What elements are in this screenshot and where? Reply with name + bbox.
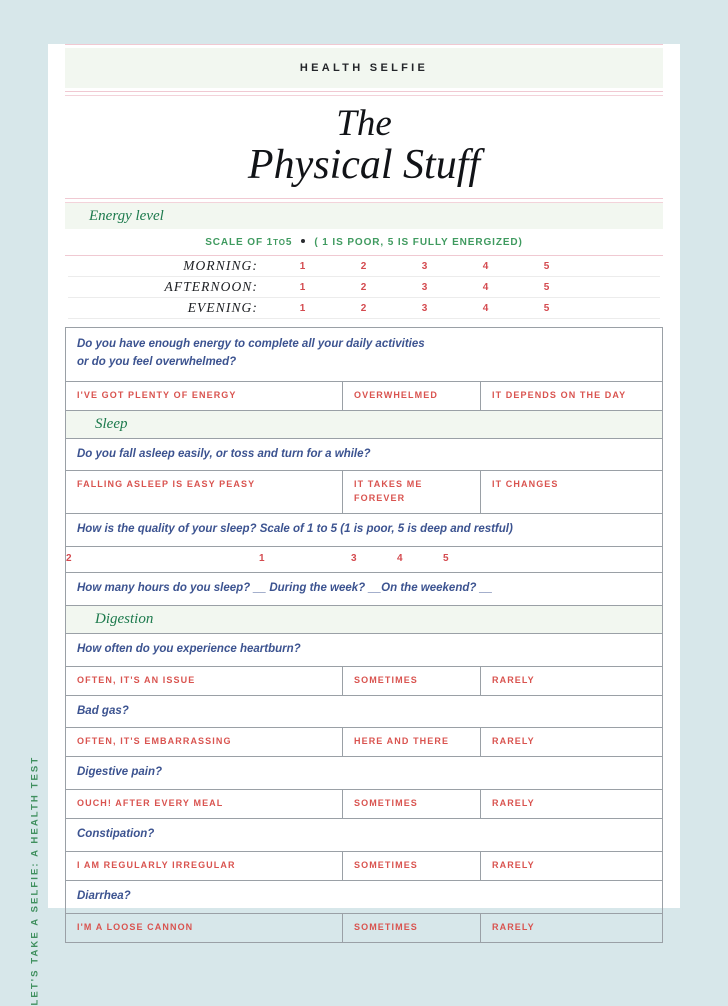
energy-row-label-evening: EVENING: xyxy=(187,300,258,315)
energy-section-label: Energy level xyxy=(89,207,164,224)
energy-morning-option-1[interactable]: 1 xyxy=(299,260,306,272)
digestion-question-heartburn-text: How often do you experience heartburn? xyxy=(77,642,301,655)
digestion-answer-diarrhea-row xyxy=(66,914,662,943)
masthead-band xyxy=(65,48,663,88)
digestion-question-pain-row xyxy=(66,757,662,790)
digestion-gas-option-1[interactable]: OFTEN, IT'S EMBARRASSING xyxy=(66,728,343,756)
energy-evening-option-2[interactable]: 2 xyxy=(360,302,367,314)
questionnaire-box xyxy=(65,327,663,943)
digestion-question-heartburn-row xyxy=(66,634,662,667)
energy-afternoon-option-3[interactable]: 3 xyxy=(421,281,428,293)
digestion-heartburn-option-2[interactable]: SOMETIMES xyxy=(343,667,481,695)
sleep-answer-1-row xyxy=(66,471,662,514)
digestion-diarrhea-option-2[interactable]: SOMETIMES xyxy=(343,914,481,942)
energy-scale-caption xyxy=(48,229,680,255)
digestion-constipation-option-2[interactable]: SOMETIMES xyxy=(343,852,481,880)
sleep-scale-row xyxy=(66,547,662,573)
sleep-section-band xyxy=(66,411,662,439)
energy-scale-suffix: 5 xyxy=(285,237,293,248)
sleep-scale-option-5[interactable]: 5 xyxy=(443,553,449,565)
energy-question-text xyxy=(66,328,662,381)
bullet-icon xyxy=(301,239,305,243)
sleep-scale-option-4[interactable]: 4 xyxy=(397,553,403,565)
digestion-question-constipation-text: Constipation? xyxy=(77,828,155,841)
digestion-section-label: Digestion xyxy=(95,610,154,627)
energy-row-spacer-evening xyxy=(577,298,660,319)
energy-section-band xyxy=(65,203,663,229)
digestion-answer-heartburn-row xyxy=(66,667,662,696)
worksheet-page xyxy=(48,44,680,932)
digestion-heartburn-option-3[interactable]: RARELY xyxy=(492,674,535,685)
energy-evening-option-3[interactable]: 3 xyxy=(421,302,428,314)
energy-scale-to: TO xyxy=(273,238,286,247)
energy-afternoon-option-2[interactable]: 2 xyxy=(360,281,367,293)
sleep-section-label: Sleep xyxy=(95,415,128,432)
digestion-question-gas-text: Bad gas? xyxy=(77,704,129,717)
energy-morning-option-3[interactable]: 3 xyxy=(421,260,428,272)
sleep-answer-option-1[interactable]: FALLING ASLEEP IS EASY PEASY xyxy=(66,471,343,513)
sleep-question-1-row xyxy=(66,439,662,472)
sleep-answer-option-3[interactable]: IT CHANGES xyxy=(492,479,559,490)
sleep-scale-option-3[interactable]: 3 xyxy=(351,553,357,565)
energy-morning-option-2[interactable]: 2 xyxy=(360,260,367,272)
table-row xyxy=(68,277,660,298)
digestion-question-constipation-row xyxy=(66,819,662,852)
masthead xyxy=(48,44,680,96)
energy-evening-option-1[interactable]: 1 xyxy=(299,302,306,314)
energy-answer-option-1[interactable]: I'VE GOT PLENTY OF ENERGY xyxy=(66,382,343,410)
energy-morning-option-4[interactable]: 4 xyxy=(482,260,489,272)
energy-answer-option-3[interactable]: IT DEPENDS ON THE DAY xyxy=(492,389,627,400)
digestion-question-gas-row xyxy=(66,696,662,729)
digestion-answer-gas-row xyxy=(66,728,662,757)
energy-answer-row xyxy=(66,382,662,411)
sleep-question-3-text: How many hours do you sleep? __ During the week? __On the weekend? __ xyxy=(77,582,493,595)
digestion-answer-pain-row xyxy=(66,790,662,819)
energy-question-line1: Do you have enough energy to complete all your daily activities xyxy=(77,338,425,350)
energy-afternoon-option-4[interactable]: 4 xyxy=(482,281,489,293)
digestion-heartburn-option-1[interactable]: OFTEN, IT'S AN ISSUE xyxy=(66,667,343,695)
energy-afternoon-option-1[interactable]: 1 xyxy=(299,281,306,293)
energy-row-label-afternoon: AFTERNOON: xyxy=(164,279,258,294)
digestion-question-pain-text: Digestive pain? xyxy=(77,766,162,779)
digestion-pain-option-1[interactable]: OUCH! AFTER EVERY MEAL xyxy=(66,790,343,818)
table-row xyxy=(68,256,660,277)
digestion-gas-option-3[interactable]: RARELY xyxy=(492,736,535,747)
digestion-diarrhea-option-1[interactable]: I'M A LOOSE CANNON xyxy=(66,914,343,942)
page-title-wrap xyxy=(48,96,680,203)
energy-rating-table xyxy=(68,256,660,319)
energy-scale-note: ( 1 IS POOR, 5 IS FULLY ENERGIZED) xyxy=(314,237,523,248)
sleep-scale-option-2[interactable]: 2 xyxy=(66,553,72,565)
side-caption xyxy=(0,0,48,1006)
digestion-constipation-option-1[interactable]: I AM REGULARLY IRREGULAR xyxy=(66,852,343,880)
energy-row-label-morning: MORNING: xyxy=(183,258,258,273)
sleep-question-2-row xyxy=(66,514,662,547)
digestion-diarrhea-option-3[interactable]: RARELY xyxy=(492,921,535,932)
energy-morning-option-5[interactable]: 5 xyxy=(543,260,550,272)
page-title-line1: The xyxy=(336,103,392,144)
energy-answer-option-2[interactable]: OVERWHELMED xyxy=(343,382,481,410)
digestion-pain-option-3[interactable]: RARELY xyxy=(492,798,535,809)
energy-row-spacer-morning xyxy=(577,256,660,277)
energy-afternoon-option-5[interactable]: 5 xyxy=(543,281,550,293)
digestion-pain-option-2[interactable]: SOMETIMES xyxy=(343,790,481,818)
energy-row-spacer-afternoon xyxy=(577,277,660,298)
digestion-question-diarrhea-row xyxy=(66,881,662,914)
sleep-question-1-text: Do you fall asleep easily, or toss and turn for a while? xyxy=(77,447,371,460)
energy-scale-prefix: SCALE OF 1 xyxy=(205,237,274,248)
digestion-answer-constipation-row xyxy=(66,852,662,881)
energy-evening-option-5[interactable]: 5 xyxy=(543,302,550,314)
sleep-question-3-row xyxy=(66,573,662,606)
energy-question-row xyxy=(66,328,662,382)
masthead-title: HEALTH SELFIE xyxy=(299,62,429,74)
table-row xyxy=(68,298,660,319)
page-title xyxy=(65,96,663,198)
sleep-question-2-text: How is the quality of your sleep? Scale of 1 to 5 (1 is poor, 5 is deep and restful) xyxy=(77,523,513,536)
digestion-question-diarrhea-text: Diarrhea? xyxy=(77,889,131,902)
page-title-line2: Physical Stuff xyxy=(247,142,481,188)
energy-question-line2: or do you feel overwhelmed? xyxy=(77,355,237,368)
side-caption-text: LET'S TAKE A SELFIE: A HEALTH TEST xyxy=(29,755,41,1006)
digestion-constipation-option-3[interactable]: RARELY xyxy=(492,859,535,870)
energy-evening-option-4[interactable]: 4 xyxy=(482,302,489,314)
digestion-section-band xyxy=(66,606,662,634)
sleep-answer-option-2[interactable]: IT TAKES ME FOREVER xyxy=(343,471,481,513)
digestion-gas-option-2[interactable]: HERE AND THERE xyxy=(343,728,481,756)
sleep-scale-option-1[interactable]: 1 xyxy=(259,553,265,565)
energy-section-wrap xyxy=(48,203,680,229)
